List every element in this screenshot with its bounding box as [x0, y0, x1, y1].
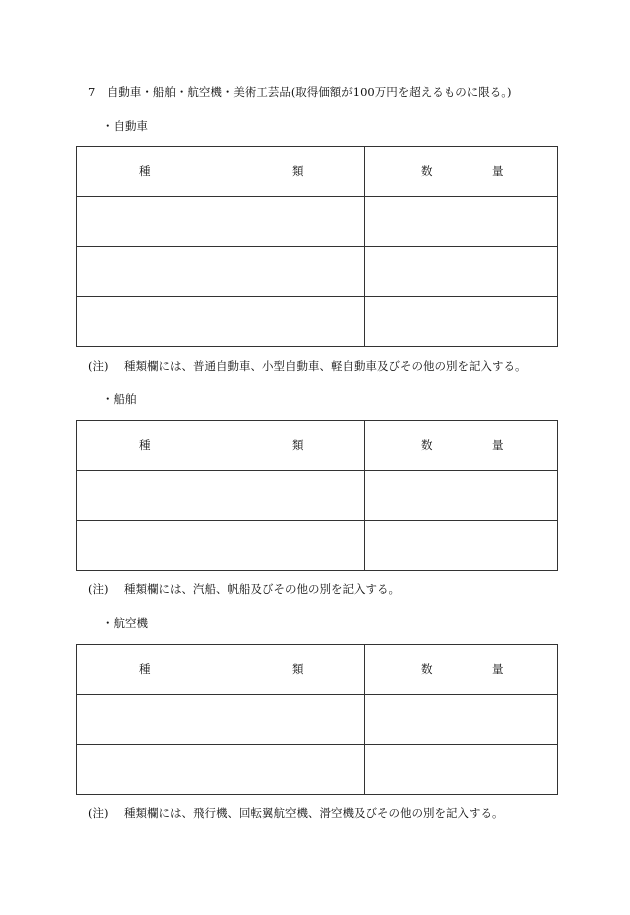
- quantity-header-char-1: 数: [421, 438, 433, 452]
- table-row: [77, 521, 558, 571]
- table-row: [77, 745, 558, 795]
- table-row: [77, 297, 558, 347]
- quantity-header: [365, 147, 558, 197]
- quantity-header-char-2: 量: [492, 164, 504, 178]
- note-ship: [88, 584, 400, 596]
- table-row: [77, 247, 558, 297]
- quantity-cell[interactable]: [365, 197, 558, 247]
- table-row: [77, 197, 558, 247]
- kind-cell[interactable]: [77, 745, 365, 795]
- quantity-header-char-2: 量: [492, 662, 504, 676]
- quantity-cell[interactable]: [365, 471, 558, 521]
- kind-header-char-1: 種: [139, 164, 151, 178]
- section-heading: 7 自動車・船舶・航空機・美術工芸品(取得価額が100万円を超えるものに限る。): [88, 85, 512, 99]
- note-automobile: [88, 361, 527, 373]
- quantity-header-char-1: 数: [421, 662, 433, 676]
- quantity-cell[interactable]: [365, 297, 558, 347]
- note-text: 種類欄には、汽船、帆船及びその他の別を記入する。: [124, 582, 400, 596]
- subheading-ship: ・船舶: [102, 392, 137, 406]
- automobile-table: [76, 146, 558, 347]
- note-text: 種類欄には、飛行機、回転翼航空機、滑空機及びその他の別を記入する。: [124, 806, 504, 820]
- quantity-cell[interactable]: [365, 745, 558, 795]
- note-prefix: (注): [88, 806, 109, 820]
- kind-header-char-2: 類: [292, 662, 304, 676]
- quantity-cell[interactable]: [365, 695, 558, 745]
- note-text: 種類欄には、普通自動車、小型自動車、軽自動車及びその他の別を記入する。: [124, 359, 527, 373]
- aircraft-table: [76, 644, 558, 795]
- subheading-aircraft: ・航空機: [102, 616, 148, 630]
- kind-header-char-2: 類: [292, 164, 304, 178]
- note-prefix: (注): [88, 359, 109, 373]
- kind-cell[interactable]: [77, 247, 365, 297]
- table-header-row: [77, 421, 558, 471]
- note-aircraft: [88, 808, 504, 820]
- kind-header: [77, 147, 365, 197]
- kind-cell[interactable]: [77, 521, 365, 571]
- kind-header: [77, 645, 365, 695]
- table-row: [77, 695, 558, 745]
- kind-header-char-2: 類: [292, 438, 304, 452]
- quantity-cell[interactable]: [365, 247, 558, 297]
- ship-table: [76, 420, 558, 571]
- kind-header-char-1: 種: [139, 662, 151, 676]
- subheading-automobile: ・自動車: [102, 119, 148, 133]
- kind-header: [77, 421, 365, 471]
- table-header-row: [77, 645, 558, 695]
- quantity-header: [365, 421, 558, 471]
- table-row: [77, 471, 558, 521]
- kind-cell[interactable]: [77, 197, 365, 247]
- kind-cell[interactable]: [77, 695, 365, 745]
- quantity-header: [365, 645, 558, 695]
- note-prefix: (注): [88, 582, 109, 596]
- table-header-row: [77, 147, 558, 197]
- quantity-cell[interactable]: [365, 521, 558, 571]
- kind-header-char-1: 種: [139, 438, 151, 452]
- kind-cell[interactable]: [77, 297, 365, 347]
- quantity-header-char-2: 量: [492, 438, 504, 452]
- quantity-header-char-1: 数: [421, 164, 433, 178]
- kind-cell[interactable]: [77, 471, 365, 521]
